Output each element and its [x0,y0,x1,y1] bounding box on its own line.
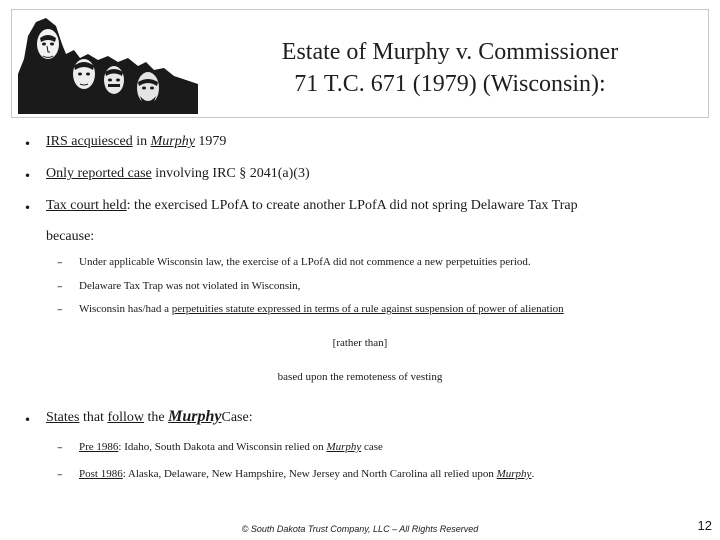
title-line-2: 71 T.C. 671 (1979) (Wisconsin): [294,71,606,97]
bullet-3-continuation: because: [46,229,95,244]
page-number: 12 [697,518,712,533]
remoteness-note: based upon the remoteness of vesting [277,371,443,383]
irs-acquiesced-link[interactable]: IRS acquiesced [46,134,133,149]
bullet-1: IRS acquiesced in Murphy 1979 [46,134,227,149]
bullet-marker-2: • [24,169,32,183]
bullet-marker-3: • [24,201,32,215]
sub-bullet-wisconsin-law: Under applicable Wisconsin law, the exercise of a LPofA did not commence a new perpetuities period. [79,256,531,268]
bullet-marker-1: • [24,137,32,151]
pre-1986-link[interactable]: Pre 1986 [79,441,119,453]
bullet-3: Tax court held: the exercised LPofA to create another LPofA did not spring Delaware Tax Trap [46,198,578,213]
perpetuities-statute-link[interactable]: perpetuities statute expressed in terms of a rule against suspension of power of alienation [171,303,564,315]
bullet-4: States that follow the MurphyCase: [46,408,253,425]
dash-marker-5: – [57,468,63,481]
rather-than-note: [rather than] [332,337,388,349]
murphy-case-link-2[interactable]: Murphy [326,441,362,453]
states-link[interactable]: States [46,410,80,425]
follow-link[interactable]: follow [107,410,145,425]
copyright-footer: © South Dakota Trust Company, LLC – All Rights Reserved [241,524,479,534]
sub-bullet-perpetuities: Wisconsin has/had a perpetuities statute expressed in terms of a rule against suspension of power of alienation [79,303,564,315]
bullet-2: Only reported case involving IRC § 2041(a)(3) [46,166,310,181]
dash-marker-4: – [57,441,63,454]
dash-marker-3: – [57,303,63,316]
post-1986-link[interactable]: Post 1986 [79,468,123,480]
sub-bullet-delaware-trap: Delaware Tax Trap was not violated in Wisconsin, [79,280,301,292]
tax-court-held-link[interactable]: Tax court held [46,198,127,213]
sub-bullet-post-1986: Post 1986: Alaska, Delaware, New Hampshire, New Jersey and North Carolina all relied upon Murphy. [79,468,535,480]
title-line-1: Estate of Murphy v. Commissioner [281,39,619,65]
slide-title [202,36,698,100]
murphy-case-link-3[interactable]: Murphy [496,468,532,480]
dash-marker-1: – [57,256,63,269]
mount-rushmore-logo [18,14,198,114]
sub-bullet-pre-1986: Pre 1986: Idaho, South Dakota and Wisconsin relied on Murphy case [79,441,383,453]
murphy-case-title-link[interactable]: Murphy [168,408,222,425]
murphy-case-link[interactable]: Murphy [150,134,195,149]
bullet-marker-4: • [24,413,32,427]
title-box [11,9,709,118]
dash-marker-2: – [57,280,63,293]
only-reported-case-link[interactable]: Only reported case [46,166,152,181]
